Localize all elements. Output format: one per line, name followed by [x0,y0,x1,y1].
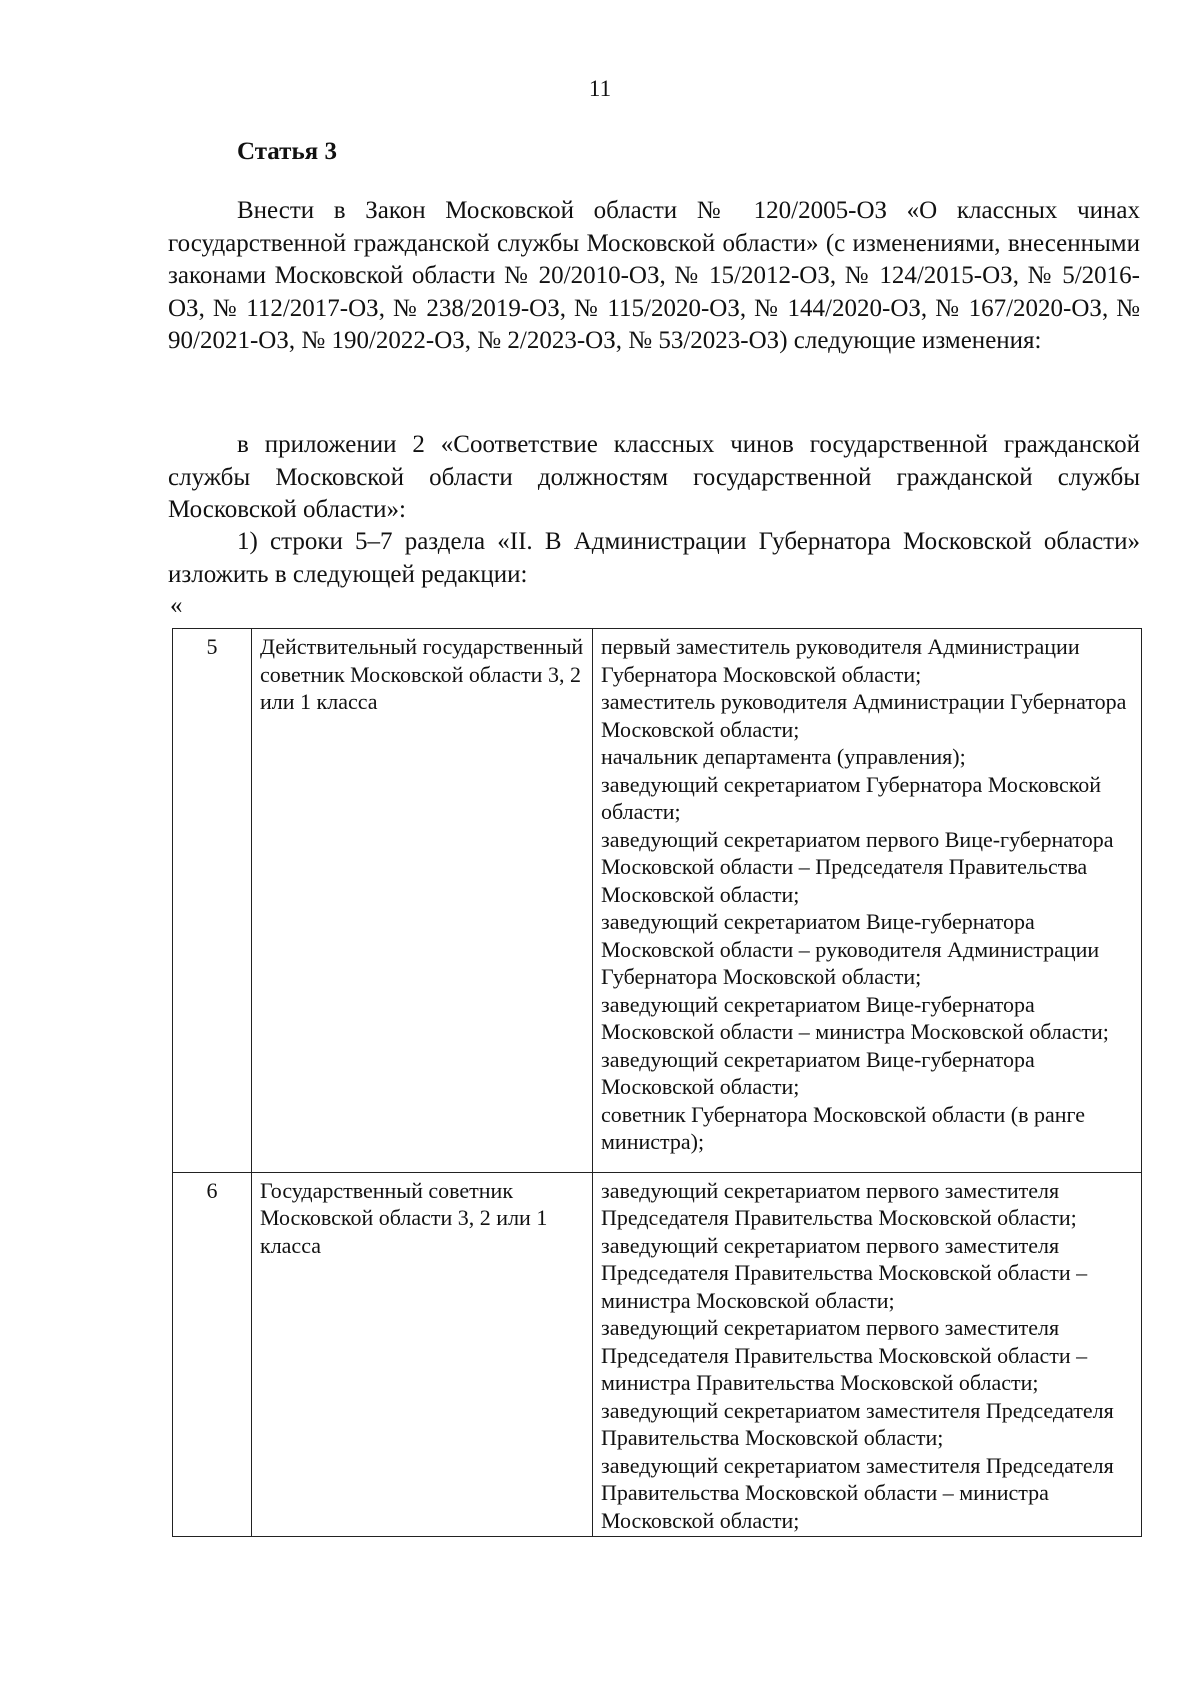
table-row [173,629,1142,1173]
positions-cell [593,1172,1142,1537]
position-item: заведующий секретариатом заместителя Председателя Правительства Московской области – министра Московской области; [601,1452,1114,1533]
position-item: начальник департамента (управления); [601,744,966,769]
article-title: Статья 3 [237,138,337,165]
position-item: заведующий секретариатом Вице-губернатора Московской области – министра Московской области; [601,991,1109,1044]
rank-cell: Государственный советник Московской области 3, 2 или 1 класса [252,1172,593,1537]
position-item: первый заместитель руководителя Администрации Губернатора Московской области; [601,634,1080,687]
position-item: советник Губернатора Московской области (в ранге министра); [601,1101,1086,1154]
position-item: заведующий секретариатом Вице-губернатора Московской области – руководителя Администрации Губернатора Московской области; [601,909,1100,989]
position-item: заведующий секретариатом Губернатора Московской области; [601,771,1102,824]
position-item: заведующий секретариатом первого заместителя Председателя Правительства Московской области; [601,1177,1077,1230]
opening-quote: « [170,592,183,619]
position-item: заведующий секретариатом первого заместителя Председателя Правительства Московской области – министра Правительства Московской области; [601,1315,1088,1395]
table-row [173,1172,1142,1537]
position-item: заведующий секретариатом первого Вице-губернатора Московской области – Председателя Правительства Московской области; [601,826,1114,907]
page-number: 11 [588,76,612,101]
rank-cell: Действительный государственный советник Московской области 3, 2 или 1 класса [252,629,593,1173]
positions-cell [593,629,1142,1173]
positions-table [172,628,1142,1537]
position-item: заведующий секретариатом заместителя Председателя Правительства Московской области; [601,1397,1114,1450]
row-number: 5 [173,629,252,1173]
intro-paragraph: Внести в Закон Московской области № 120/2005-ОЗ «О классных чинах государственной гражданской службы Московской области» (с изменениями, внесенными законами Московской области № 20/2010-ОЗ, № 15/2012-ОЗ, № 124/2015-ОЗ, № 5/2016-ОЗ, № 112/2017-ОЗ, № 238/2019-ОЗ, № 115/2020-ОЗ, № 144/2020-ОЗ, № 167/2020-ОЗ, № 90/2021-ОЗ, № 190/2022-ОЗ, № 2/2023-ОЗ, № 53/2023-ОЗ) следующие изменения: [168,197,1140,354]
row-number: 6 [173,1172,252,1537]
rows-paragraph: 1) строки 5–7 раздела «II. В Администрации Губернатора Московской области» изложить в следующей редакции: [168,528,1140,588]
position-item: заместитель руководителя Администрации Губернатора Московской области; [601,689,1127,742]
position-item: заведующий секретариатом Вице-губернатора Московской области; [601,1046,1035,1099]
position-item: заведующий секретариатом первого заместителя Председателя Правительства Московской области – министра Московской области; [601,1232,1088,1313]
appendix-paragraph: в приложении 2 «Соответствие классных чинов государственной гражданской службы Московской области должностям государственной гражданской службы Московской области»: [168,431,1140,523]
